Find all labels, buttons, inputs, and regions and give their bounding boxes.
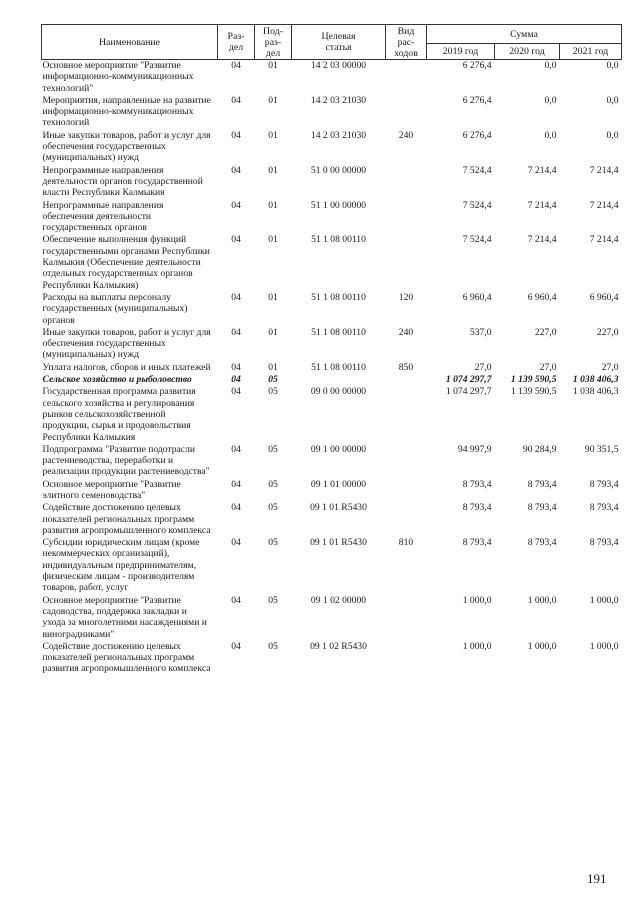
row-vid xyxy=(386,60,427,95)
row-2021: 227,0 xyxy=(596,326,619,338)
row-target: 09 1 01 00000 xyxy=(310,478,367,490)
row-razdel: 04 xyxy=(231,443,241,455)
header-razdel: Раз- дел xyxy=(218,25,255,60)
row-2021: 0,0 xyxy=(606,94,619,106)
table-row xyxy=(42,234,622,291)
row-name: Мероприятия, направленные на развитие информационно-коммуникационных технологий xyxy=(42,94,211,129)
row-target: 51 1 08 00110 xyxy=(311,234,366,246)
row-2019: 27,0 xyxy=(474,361,492,373)
row-razdel: 04 xyxy=(231,537,241,549)
table-row xyxy=(42,130,622,165)
row-2021: 7 214,4 xyxy=(589,199,619,211)
row-podrazdel: 01 xyxy=(268,129,278,141)
row-name: Подпрограмма "Развитие подотрасли растениеводства, переработки и реализации продукции растениеводства" xyxy=(42,443,210,478)
row-2021: 0,0 xyxy=(606,129,619,141)
row-2020: 8 793,4 xyxy=(527,502,557,514)
table-row xyxy=(42,502,622,537)
row-podrazdel: 05 xyxy=(268,594,278,606)
budget-page xyxy=(41,24,621,676)
row-target: 14 2 03 21030 xyxy=(310,129,367,141)
row-name: Основное мероприятие "Развитие информационно-коммуникационных технологий" xyxy=(42,60,194,94)
table-body xyxy=(42,60,622,676)
row-2021: 0,0 xyxy=(606,60,619,71)
row-2020: 7 214,4 xyxy=(527,199,557,211)
row-vid xyxy=(386,165,427,200)
row-2021: 1 038 406,3 xyxy=(572,374,619,386)
row-podrazdel: 01 xyxy=(268,199,278,211)
row-target: 14 2 03 00000 xyxy=(310,60,367,71)
row-2020: 227,0 xyxy=(534,326,557,338)
row-2019: 1 074 297,7 xyxy=(445,386,492,398)
row-vid xyxy=(386,444,427,479)
header-target: Целевая статья xyxy=(292,25,386,60)
row-2020: 0,0 xyxy=(544,129,557,141)
row-2021: 8 793,4 xyxy=(589,478,619,490)
row-vid xyxy=(386,595,427,641)
row-vid: 240 xyxy=(398,326,414,338)
row-2020: 1 000,0 xyxy=(527,640,557,652)
row-2021: 7 214,4 xyxy=(589,234,619,246)
row-2019: 1 000,0 xyxy=(462,594,492,606)
table-row xyxy=(42,595,622,641)
row-name: Основное мероприятие "Развитие садоводства, поддержка закладки и ухода за многолетними насаждениями и виноградниками" xyxy=(42,594,207,640)
row-2021: 90 351,5 xyxy=(584,443,619,455)
row-2021: 1 000,0 xyxy=(589,640,619,652)
row-target: 51 1 08 00110 xyxy=(311,326,366,338)
row-2019: 6 276,4 xyxy=(462,129,492,141)
row-razdel: 04 xyxy=(231,502,241,514)
row-name: Субсидии юридическим лицам (кроме некоммерческих организаций), индивидуальным предпринимателям, физическим лицам - производителям товаров, работ, услуг xyxy=(42,537,200,594)
table-row xyxy=(42,292,622,327)
row-razdel: 04 xyxy=(231,129,241,141)
row-2019: 1 074 297,7 xyxy=(445,374,492,386)
row-target: 09 1 00 00000 xyxy=(310,443,367,455)
row-podrazdel: 05 xyxy=(268,478,278,490)
row-2020: 1 000,0 xyxy=(527,594,557,606)
row-2020: 27,0 xyxy=(539,361,557,373)
row-target: 09 0 00 00000 xyxy=(310,386,367,398)
row-vid xyxy=(386,386,427,443)
table-row xyxy=(42,386,622,443)
row-vid xyxy=(386,95,427,130)
row-name: Непрограммные направления деятельности органов государственной власти Республики Калмыкия xyxy=(42,164,203,199)
table-row xyxy=(42,479,622,503)
row-target: 09 1 02 00000 xyxy=(310,594,367,606)
row-2019: 8 793,4 xyxy=(462,478,492,490)
row-razdel: 04 xyxy=(231,386,241,398)
row-2021: 7 214,4 xyxy=(589,164,619,176)
row-razdel: 04 xyxy=(231,291,241,303)
row-2021: 8 793,4 xyxy=(589,502,619,514)
row-podrazdel: 05 xyxy=(268,502,278,514)
row-razdel: 04 xyxy=(231,361,241,373)
table-row xyxy=(42,95,622,130)
row-2020: 90 284,9 xyxy=(522,443,557,455)
row-target: 09 1 01 R5430 xyxy=(310,502,367,514)
row-vid xyxy=(386,200,427,235)
table-row xyxy=(42,60,622,95)
table-row xyxy=(42,444,622,479)
row-2020: 0,0 xyxy=(544,94,557,106)
page-number: 191 xyxy=(587,871,607,886)
row-2019: 6 960,4 xyxy=(462,291,492,303)
row-target: 51 1 08 00110 xyxy=(311,291,366,303)
row-vid: 850 xyxy=(398,361,414,373)
row-2020: 1 139 590,5 xyxy=(510,374,557,386)
row-2020: 1 139 590,5 xyxy=(510,386,557,398)
table-row xyxy=(42,362,622,374)
header-2019: 2019 год xyxy=(427,44,495,60)
row-2019: 7 524,4 xyxy=(462,199,492,211)
row-razdel: 04 xyxy=(231,640,241,652)
row-target: 14 2 03 21030 xyxy=(310,94,367,106)
table-row xyxy=(42,200,622,235)
row-razdel: 04 xyxy=(231,594,241,606)
row-target: 51 0 00 00000 xyxy=(310,164,367,176)
row-podrazdel: 01 xyxy=(268,291,278,303)
row-2019: 8 793,4 xyxy=(462,537,492,549)
row-2019: 94 997,9 xyxy=(457,443,492,455)
row-2019: 8 793,4 xyxy=(462,502,492,514)
row-name: Обеспечение выполнения функций государственными органами Республики Калмыкия (Обеспечение деятельности отдельных государственных органов Республики Калмыкия) xyxy=(42,234,210,291)
header-2021: 2021 год xyxy=(560,44,622,60)
row-2020: 7 214,4 xyxy=(527,234,557,246)
row-name: Иные закупки товаров, работ и услуг для обеспечения государственных (муниципальных) нужд xyxy=(42,326,211,361)
row-2021: 1 000,0 xyxy=(589,594,619,606)
row-vid xyxy=(386,502,427,537)
row-razdel: 04 xyxy=(231,478,241,490)
row-target: 51 1 08 00110 xyxy=(311,361,366,373)
row-name: Уплата налогов, сборов и иных платежей xyxy=(42,361,211,373)
row-name: Содействие достижению целевых показателей региональных программ развития агропромышленного комплекса xyxy=(42,502,211,536)
row-target xyxy=(292,374,386,386)
row-2019: 7 524,4 xyxy=(462,234,492,246)
row-podrazdel: 01 xyxy=(268,60,278,71)
row-name: Основное мероприятие "Развитие элитного семеноводства" xyxy=(42,478,181,501)
row-vid: 120 xyxy=(398,291,414,303)
budget-table xyxy=(41,24,622,676)
row-podrazdel: 05 xyxy=(268,537,278,549)
row-podrazdel: 05 xyxy=(268,386,278,398)
row-podrazdel: 01 xyxy=(268,326,278,338)
row-razdel: 04 xyxy=(231,199,241,211)
row-2021: 1 038 406,3 xyxy=(572,386,619,398)
row-2020: 6 960,4 xyxy=(527,291,557,303)
row-2021: 27,0 xyxy=(601,361,619,373)
row-name: Непрограммные направления обеспечения деятельности государственных органов xyxy=(42,199,164,234)
row-target: 09 1 01 R5430 xyxy=(310,537,367,549)
header-summa: Сумма xyxy=(427,25,622,44)
row-2019: 6 276,4 xyxy=(462,94,492,106)
table-row xyxy=(42,537,622,594)
table-row xyxy=(42,641,622,676)
row-razdel: 04 xyxy=(231,374,241,386)
row-razdel: 04 xyxy=(231,326,241,338)
row-2020: 7 214,4 xyxy=(527,164,557,176)
row-target: 51 1 00 00000 xyxy=(310,199,367,211)
header-name: Наименование xyxy=(42,25,218,60)
row-name: Иные закупки товаров, работ и услуг для обеспечения государственных (муниципальных) нужд xyxy=(42,129,211,164)
row-2021: 8 793,4 xyxy=(589,537,619,549)
row-name: Сельское хозяйство и рыболовство xyxy=(42,374,192,386)
header-2020: 2020 год xyxy=(495,44,560,60)
row-podrazdel: 05 xyxy=(268,443,278,455)
row-vid: 810 xyxy=(398,537,414,549)
row-podrazdel: 05 xyxy=(268,640,278,652)
table-row xyxy=(42,165,622,200)
row-podrazdel: 01 xyxy=(268,361,278,373)
row-podrazdel: 01 xyxy=(268,164,278,176)
row-razdel: 04 xyxy=(231,164,241,176)
row-2019: 6 276,4 xyxy=(462,60,492,71)
row-2019: 1 000,0 xyxy=(462,640,492,652)
row-2019: 7 524,4 xyxy=(462,164,492,176)
row-name: Расходы на выплаты персоналу государственных (муниципальных) органов xyxy=(42,291,188,326)
row-vid xyxy=(386,479,427,503)
row-2020: 0,0 xyxy=(544,60,557,71)
row-vid xyxy=(386,374,427,386)
row-razdel: 04 xyxy=(231,94,241,106)
table-row xyxy=(42,327,622,362)
row-podrazdel: 05 xyxy=(268,374,278,386)
row-2020: 8 793,4 xyxy=(527,478,557,490)
row-name: Содействие достижению целевых показателей региональных программ развития агропромышленного комплекса xyxy=(42,640,211,675)
row-vid: 240 xyxy=(398,129,414,141)
row-razdel: 04 xyxy=(231,234,241,246)
row-2020: 8 793,4 xyxy=(527,537,557,549)
row-name: Государственная программа развития сельского хозяйства и регулирования рынков сельскохозяйственной продукции, сырья и продовольствия Республики Калмыкия xyxy=(42,386,196,443)
header-vid: Вид рас- ходов xyxy=(386,25,427,60)
row-podrazdel: 01 xyxy=(268,94,278,106)
row-vid xyxy=(386,641,427,676)
row-podrazdel: 01 xyxy=(268,234,278,246)
header-podrazdel: Под- раз- дел xyxy=(255,25,292,60)
row-target: 09 1 02 R5430 xyxy=(310,640,367,652)
row-2021: 6 960,4 xyxy=(589,291,619,303)
row-2019: 537,0 xyxy=(469,326,492,338)
table-row xyxy=(42,374,622,386)
row-vid xyxy=(386,234,427,291)
row-razdel: 04 xyxy=(231,60,241,71)
